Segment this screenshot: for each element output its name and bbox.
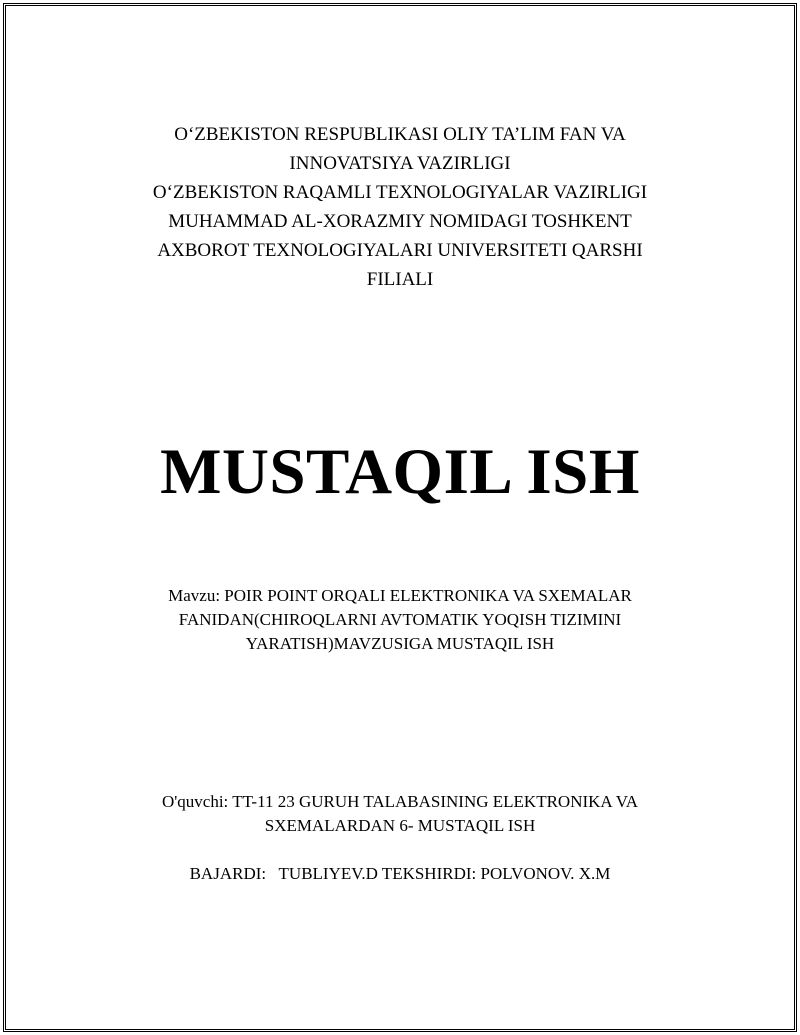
performers-line: BAJARDI: TUBLIYEV.D TEKSHIRDI: POLVONOV. X.M: [189, 864, 611, 883]
header-line: MUHAMMAD AL-XORAZMIY NOMIDAGI TOSHKENT: [168, 211, 632, 232]
header-line: INNOVATSIYA VAZIRLIGI: [289, 153, 511, 174]
topic-line: FANIDAN(CHIROQLARNI AVTOMATIK YOQISH TIZIMINI: [178, 610, 622, 629]
topic-line: Mavzu: POIR POINT ORQALI ELEKTRONIKA VA SXEMALAR: [168, 586, 632, 605]
student-line: SXEMALARDAN 6- MUSTAQIL ISH: [264, 816, 536, 835]
header-line: AXBOROT TEXNOLOGIYALARI UNIVERSITETI QARSHI: [157, 240, 643, 261]
header-line: O‘ZBEKISTON RESPUBLIKASI OLIY TA’LIM FAN VA: [174, 124, 626, 145]
topic-line: YARATISH)MAVZUSIGA MUSTAQIL ISH: [245, 634, 555, 653]
document-title: MUSTAQIL ISH: [160, 436, 640, 508]
student-line: O'quvchi: TT-11 23 GURUH TALABASINING ELEKTRONIKA VA: [161, 792, 639, 811]
header-line: O‘ZBEKISTON RAQAMLI TEXNOLOGIYALAR VAZIRLIGI: [152, 182, 648, 203]
header-line: FILIALI: [366, 269, 434, 290]
topic-block: [0, 584, 800, 656]
institution-header: [0, 120, 800, 294]
student-block: [0, 790, 800, 838]
